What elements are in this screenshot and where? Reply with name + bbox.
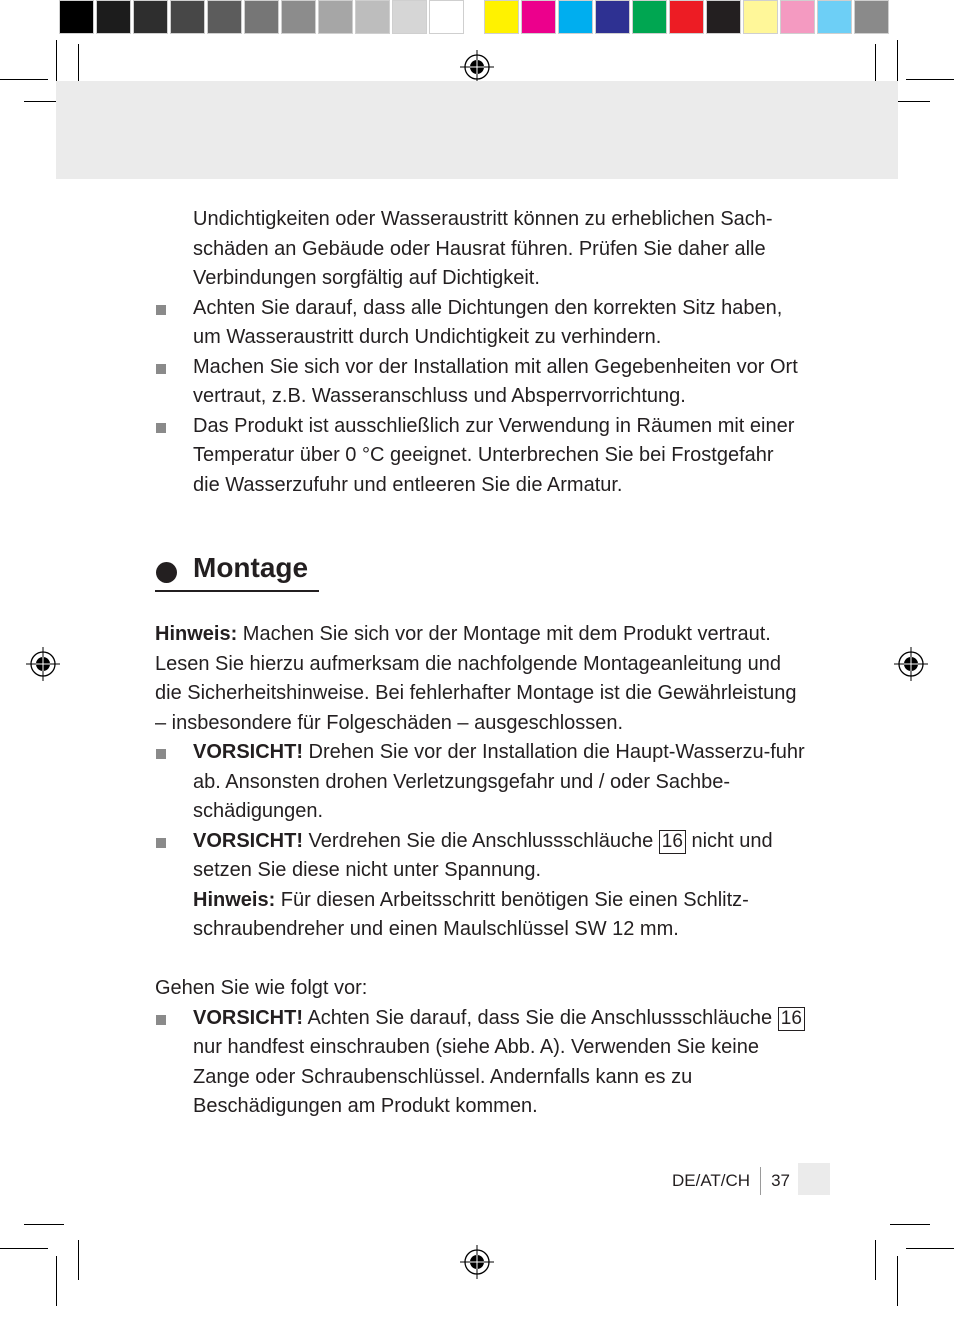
page-footer bbox=[672, 1167, 790, 1195]
gray-swatch bbox=[429, 0, 464, 34]
color-swatch bbox=[632, 0, 667, 34]
crop-mark bbox=[897, 1256, 898, 1306]
gray-swatch bbox=[207, 0, 242, 34]
list-item: VORSICHT! Verdrehen Sie die Anschlussschläuche 16 nicht und setzen Sie diese nicht unter Spannung. Hinweis: Für diesen Arbeitsschritt benötigen Sie einen Schlitz-schraubendreher und einen Maulschlüssel SW 12 mm. bbox=[155, 827, 805, 945]
registration-mark-icon bbox=[894, 647, 928, 681]
list-item: VORSICHT! Achten Sie darauf, dass Sie die Anschlussschläuche 16 nur handfest einschrauben (siehe Abb. A). Verwenden Sie keine Zange oder Schraubenschlüssel. Andernfalls kann es zu Beschädigungen am Produkt kommen. bbox=[155, 1004, 805, 1122]
gray-swatch bbox=[170, 0, 205, 34]
page-tab-marker bbox=[798, 1163, 830, 1195]
bullet-square-icon bbox=[156, 364, 166, 374]
crop-mark bbox=[0, 79, 48, 80]
crop-mark bbox=[78, 1240, 79, 1280]
steps-intro: Gehen Sie wie folgt vor: bbox=[155, 977, 368, 999]
note-paragraph: Hinweis: Machen Sie sich vor der Montage mit dem Produkt vertraut. Lesen Sie hierzu aufmerksam die nachfolgende Montageanleitung und die Sicherheitshinweise. Bei fehlerhafter Montage ist die Gewährleistung – insbesondere für Folgeschäden – ausgeschlossen. bbox=[155, 623, 797, 734]
color-swatch bbox=[521, 0, 556, 34]
color-swatch bbox=[743, 0, 778, 34]
color-swatch bbox=[706, 0, 741, 34]
gray-swatch bbox=[133, 0, 168, 34]
crop-mark bbox=[906, 79, 954, 80]
color-swatch bbox=[484, 0, 519, 34]
list-item: Achten Sie darauf, dass alle Dichtungen den korrekten Sitz haben, um Wasseraustritt durch Undichtigkeit zu verhindern. bbox=[155, 294, 805, 353]
page-number: 37 bbox=[771, 1171, 790, 1190]
crop-mark bbox=[56, 1256, 57, 1306]
bullet-square-icon bbox=[156, 1015, 166, 1025]
gray-swatch bbox=[355, 0, 390, 34]
intro-paragraph: Undichtigkeiten oder Wasseraustritt können zu erheblichen Sach-schäden an Gebäude oder Hausrat führen. Prüfen Sie daher alle Verbindungen sorgfältig auf Dichtigkeit. bbox=[193, 208, 773, 289]
gray-swatch bbox=[96, 0, 131, 34]
crop-mark bbox=[0, 1248, 48, 1249]
registration-mark-icon bbox=[460, 50, 494, 84]
gray-swatch bbox=[392, 0, 427, 34]
bullet-square-icon bbox=[156, 423, 166, 433]
color-swatch bbox=[817, 0, 852, 34]
color-swatch bbox=[854, 0, 889, 34]
heading-bullet-icon bbox=[156, 562, 177, 583]
process-color-bar bbox=[484, 0, 891, 38]
crop-mark bbox=[78, 44, 79, 84]
list-item: Machen Sie sich vor der Installation mit allen Gegebenheiten vor Ort vertraut, z.B. Wasseranschluss und Absperrvorrichtung. bbox=[155, 353, 805, 412]
color-swatch bbox=[595, 0, 630, 34]
gray-swatch bbox=[281, 0, 316, 34]
section-heading bbox=[155, 552, 805, 590]
bullet-square-icon bbox=[156, 305, 166, 315]
part-reference-badge: 16 bbox=[659, 830, 686, 854]
list-item: Das Produkt ist ausschließlich zur Verwendung in Räumen mit einer Temperatur über 0 °C geeignet. Unterbrechen Sie bei Frostgefahr die Wasserzufuhr und entleeren Sie die Armatur. bbox=[155, 412, 805, 501]
crop-mark bbox=[906, 1248, 954, 1249]
grayscale-color-bar bbox=[59, 0, 466, 38]
color-swatch bbox=[669, 0, 704, 34]
crop-mark bbox=[875, 1240, 876, 1280]
gray-swatch bbox=[318, 0, 353, 34]
color-swatch bbox=[558, 0, 593, 34]
footer-divider bbox=[760, 1167, 761, 1195]
gray-swatch bbox=[244, 0, 279, 34]
crop-mark bbox=[24, 1224, 64, 1225]
bullet-square-icon bbox=[156, 749, 166, 759]
crop-mark bbox=[875, 44, 876, 84]
registration-mark-icon bbox=[460, 1245, 494, 1279]
heading-underline bbox=[155, 590, 319, 592]
color-swatch bbox=[780, 0, 815, 34]
gray-swatch bbox=[59, 0, 94, 34]
page-body bbox=[155, 205, 805, 1122]
bullet-square-icon bbox=[156, 838, 166, 848]
header-band bbox=[56, 81, 898, 179]
list-item: VORSICHT! Drehen Sie vor der Installation die Haupt-Wasserzu-fuhr ab. Ansonsten drohen Verletzungsgefahr und / oder Sachbe-schädigungen. bbox=[155, 738, 805, 827]
region-label: DE/AT/CH bbox=[672, 1171, 751, 1190]
registration-mark-icon bbox=[26, 647, 60, 681]
crop-mark bbox=[890, 1224, 930, 1225]
section-title: Montage bbox=[193, 552, 309, 583]
part-reference-badge: 16 bbox=[778, 1007, 805, 1031]
